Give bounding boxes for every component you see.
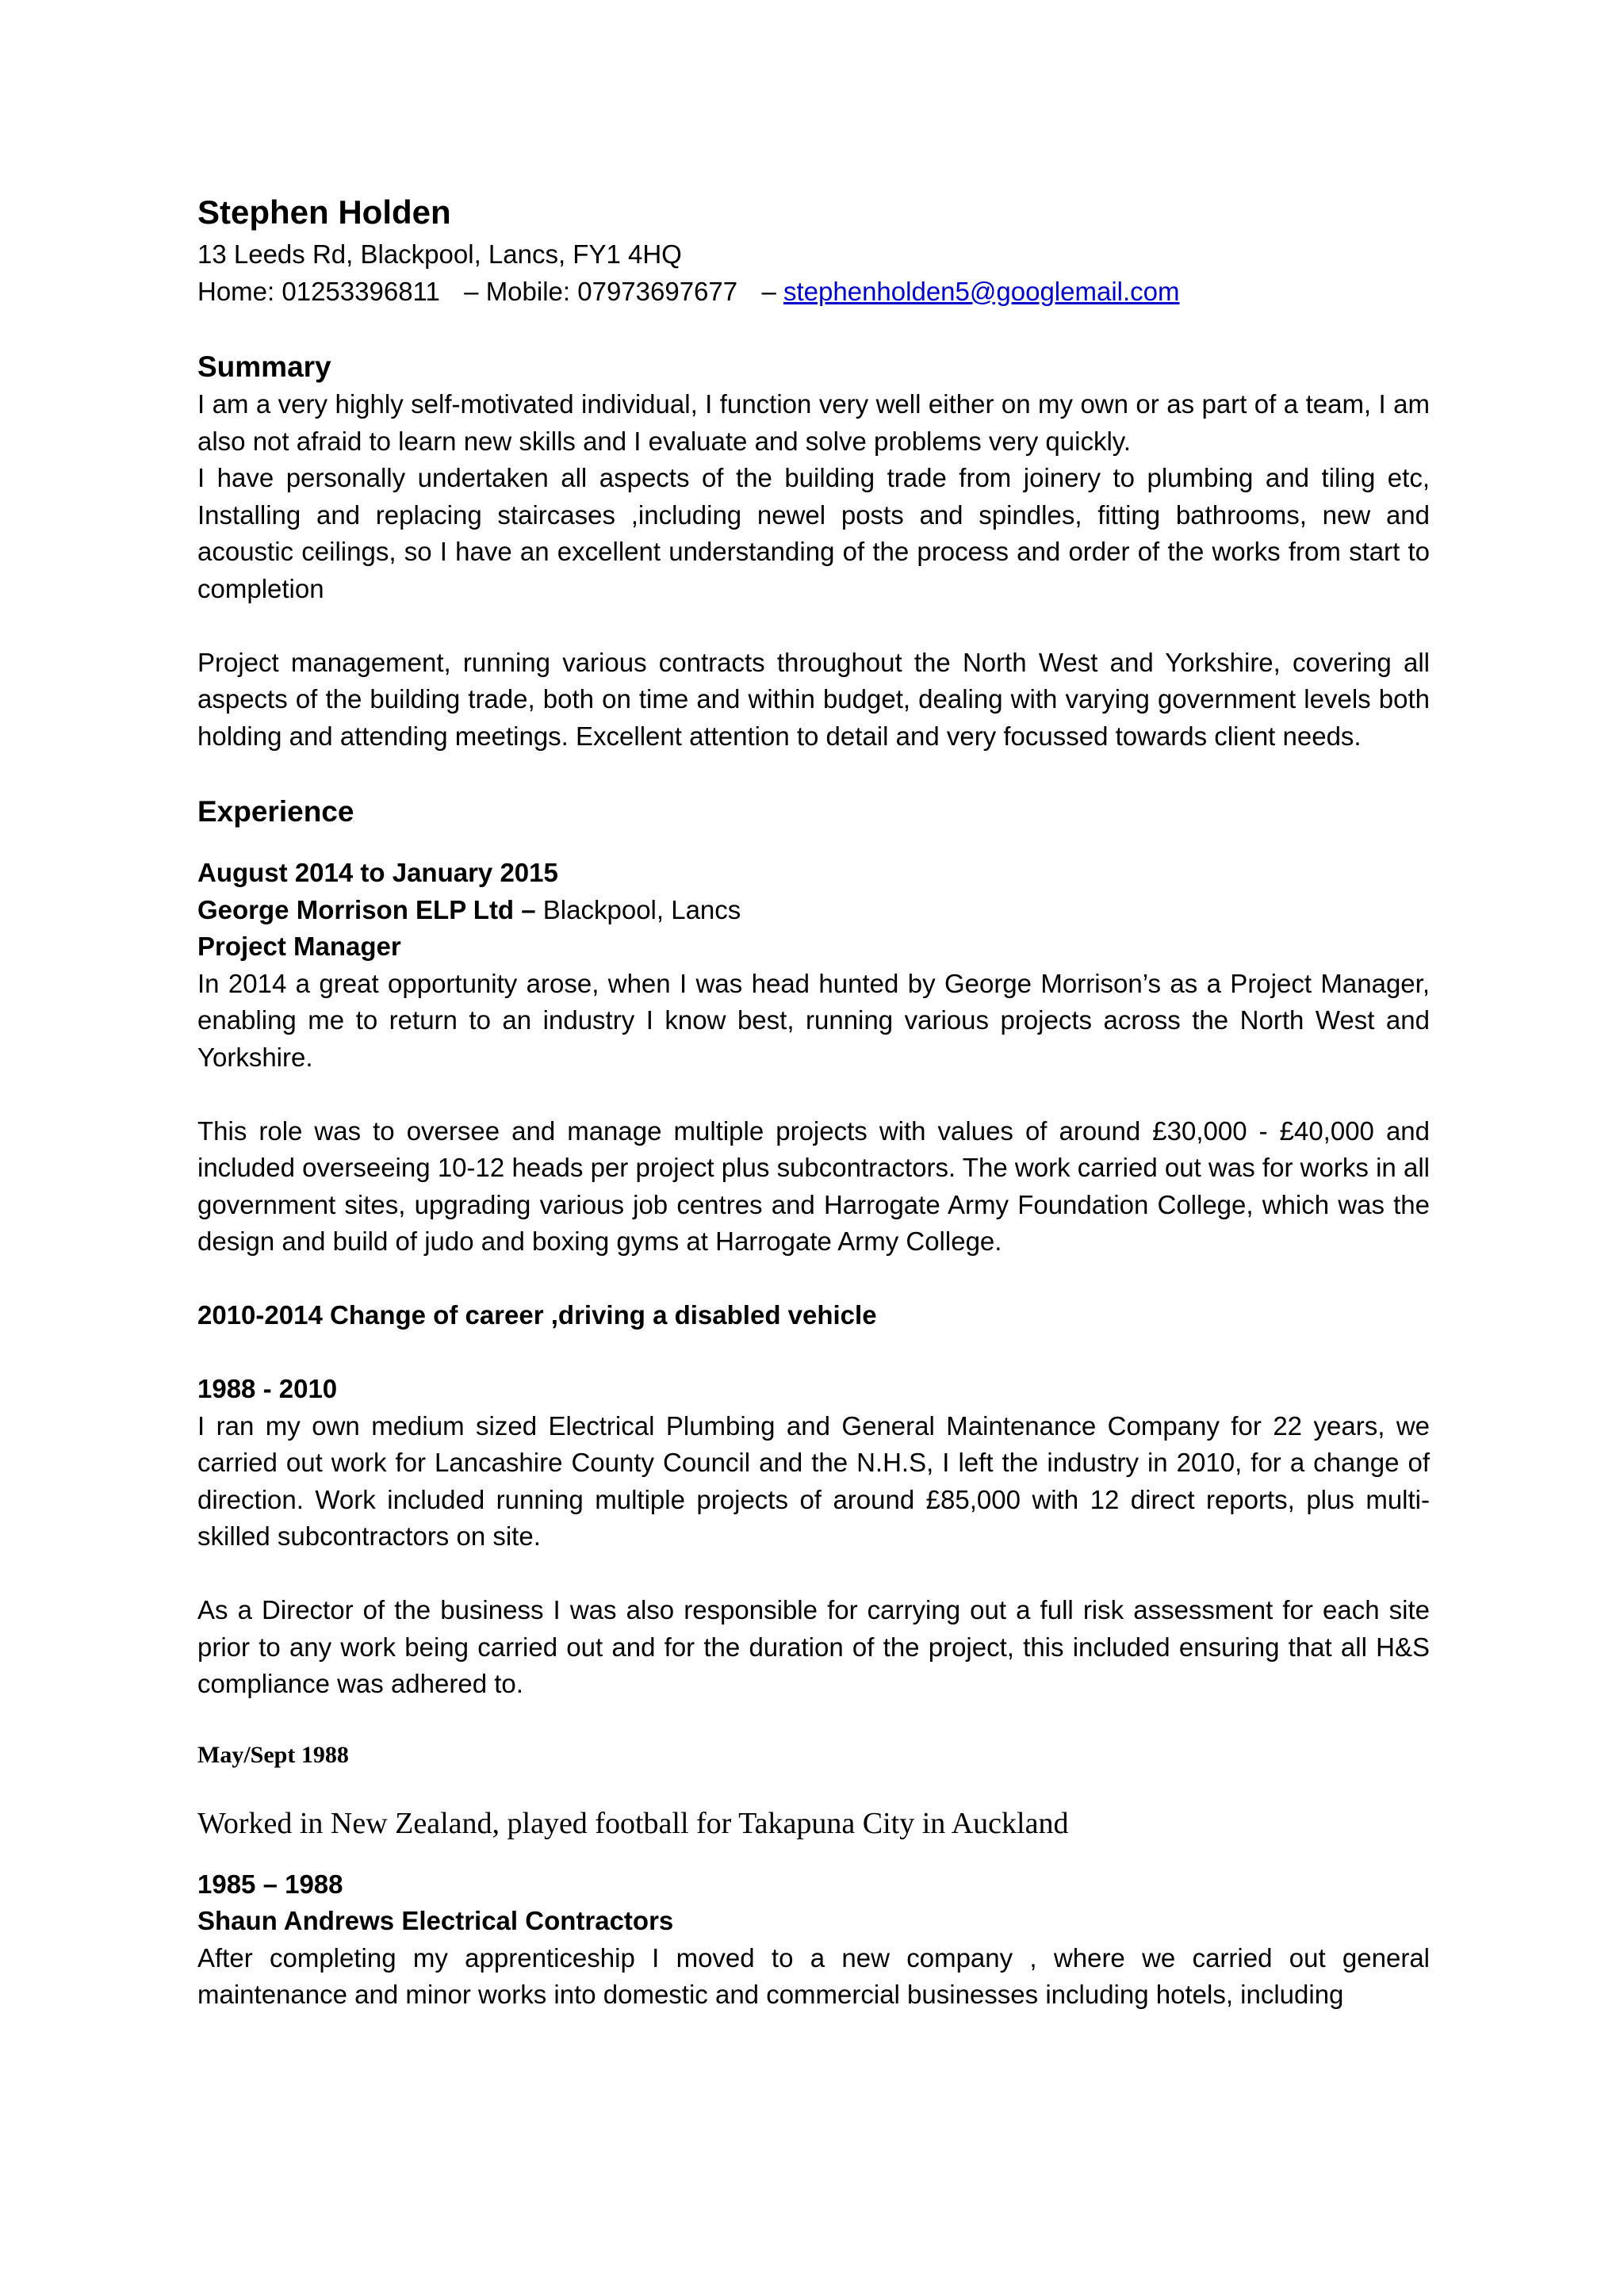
nz-description: Worked in New Zealand, played football for Takapuna City in Auckland (197, 1806, 1069, 1840)
job-description: I ran my own medium sized Electrical Plumbing and General Maintenance Company for 22 years, we carried out work for Lancashire County Council and the N.H.S, I left the industry in 2010, for a change of direction. Work included running multiple projects of around £85,000 with 12 direct reports, plus multi-skilled subcontractors on site. (197, 1410, 1430, 1551)
home-phone: Home: 01253396811 (197, 276, 440, 306)
job-description: This role was to oversee and manage multiple projects with values of around £30,000 - £40,000 and included overseeing 10-12 heads per project plus subcontractors. The work carried out was for works in all government sites, upgrading various job centres and Harrogate Army Foundation College, which was the design and build of judo and boxing gyms at Harrogate Army College. (197, 1115, 1430, 1256)
summary-paragraph: I have personally undertaken all aspects of the building trade from joinery to plumbing and tiling etc, Installing and replacing staircases ,including newel posts and spindles, fitting bathrooms, new and acoustic ceilings, so I have an excellent understanding of the process and order of the works from start to completion (197, 463, 1430, 603)
contact-line (197, 274, 1430, 311)
job-dates: August 2014 to January 2015 (197, 858, 558, 887)
company-location: Blackpool, Lancs (535, 894, 741, 924)
job-dates: 1988 - 2010 (197, 1374, 338, 1403)
career-change-heading: 2010-2014 Change of career ,driving a disabled vehicle (197, 1300, 877, 1330)
email-link[interactable]: stephenholden5@googlemail.com (783, 276, 1180, 306)
contact-separator: – (761, 276, 776, 306)
address-line: 13 Leeds Rd, Blackpool, Lancs, FY1 4HQ (197, 239, 682, 269)
job-dates: 1985 – 1988 (197, 1869, 343, 1899)
job-description: In 2014 a great opportunity arose, when I was head hunted by George Morrison’s as a Project Manager, enabling me to return to an industry I know best, running various projects across the North West and Yorkshire. (197, 968, 1430, 1072)
experience-heading: Experience (197, 795, 354, 828)
cv-document (197, 189, 1430, 2014)
contact-separator: – (464, 276, 479, 306)
summary-paragraph: Project management, running various contracts throughout the North West and Yorkshire, covering all aspects of the building trade, both on time and within budget, dealing with varying government levels both holding and attending meetings. Excellent attention to detail and very focussed towards client needs. (197, 647, 1430, 751)
job-description: As a Director of the business I was also responsible for carrying out a full risk assessment for each site prior to any work being carried out and for the duration of the project, this included ensuring that all H&S compliance was adhered to. (197, 1595, 1430, 1698)
summary-heading: Summary (197, 350, 331, 383)
job-description: After completing my apprenticeship I moved to a new company , where we carried out general maintenance and minor works into domestic and commercial businesses including hotels, including (197, 1942, 1430, 2009)
candidate-name: Stephen Holden (197, 193, 451, 231)
mobile-phone: Mobile: 07973697677 (485, 276, 738, 306)
summary-paragraph: I am a very highly self-motivated individual, I function very well either on my own or as part of a team, I am also not afraid to learn new skills and I evaluate and solve problems very quickly. (197, 389, 1430, 456)
company-name: George Morrison ELP Ltd – (197, 894, 536, 924)
company-name: Shaun Andrews Electrical Contractors (197, 1906, 674, 1935)
nz-dates: May/Sept 1988 (197, 1741, 349, 1768)
job-company-line (197, 892, 1430, 929)
job-role: Project Manager (197, 932, 401, 961)
